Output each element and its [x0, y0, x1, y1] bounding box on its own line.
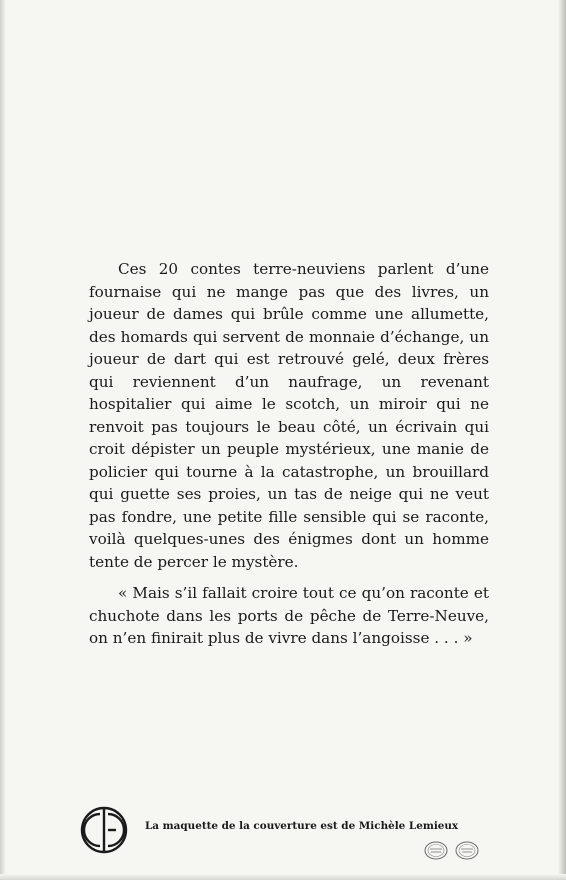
library-stamp-icon	[455, 841, 479, 860]
cover-design-credit: La maquette de la couverture est de Michèle Lemieux	[145, 820, 459, 832]
publisher-logo-icon	[80, 806, 128, 854]
page-edge-left	[0, 0, 6, 880]
page-edge-right	[558, 0, 566, 880]
back-cover-blurb	[89, 258, 489, 650]
library-stamp-icon	[424, 841, 448, 860]
blurb-quote-paragraph: « Mais s’il fallait croire tout ce qu’on raconte et chuchote dans les ports de pêche de Terre-Neuve, on n’en finirait plus de vivre dans l’angoisse . . . »	[89, 584, 489, 647]
page-edge-bottom	[0, 874, 566, 880]
blurb-paragraph-1: Ces 20 contes terre-neuviens parlent d’une fournaise qui ne mange pas que des livres, un joueur de dames qui brûle comme une allumette, des homards qui servent de monnaie d’échange, un joueur de dart qui est retrouvé gelé, deux frères qui reviennent d’un naufrage, un revenant hospitalier qui aime le scotch, un miroir qui ne renvoit pas toujours le beau côté, un écrivain qui croit dépister un peuple mystérieux, une manie de policier qui tourne à la catastrophe, un brouillard qui guette ses proies, un tas de neige qui ne veut pas fondre, une petite fille sensible qui se raconte, voilà quelques-unes des énigmes dont un homme tente de percer le mystère.	[89, 260, 489, 571]
